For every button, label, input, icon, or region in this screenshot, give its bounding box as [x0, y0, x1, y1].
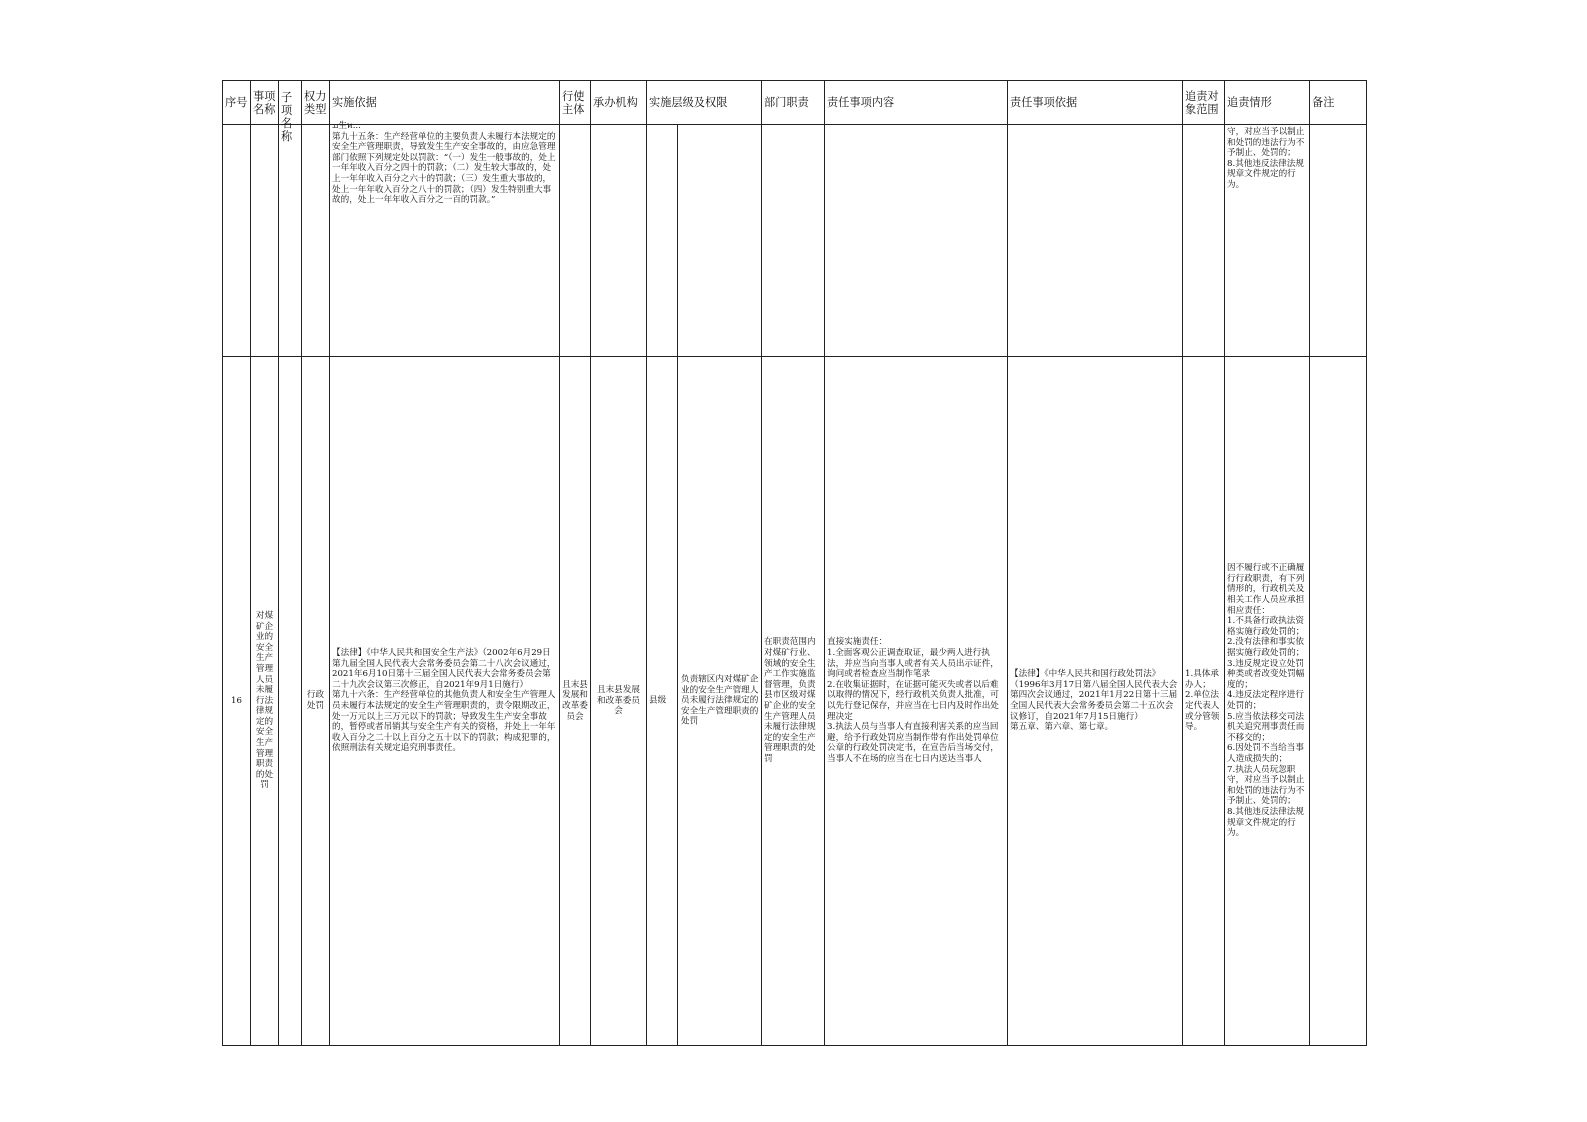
header-resp-content: 责任事项内容	[825, 81, 1008, 125]
header-row	[223, 81, 1367, 125]
basis-cut-text: ܩ生ͷ...	[332, 121, 361, 131]
header-sub-item-name: 子项名称	[279, 81, 302, 125]
header-item-name: 事项名称	[251, 81, 279, 125]
table-row	[223, 357, 1367, 1046]
header-subject: 行使主体	[560, 81, 591, 125]
scope-cell: 1.具体承办人； 2.单位法定代表人或分管领导。	[1183, 357, 1225, 1046]
header-scope: 追责对象范围	[1183, 81, 1225, 125]
circumstances-text: 守，对应当予以制止和处罚的违法行为不予制止、处罚的； 8.其他违反法律法规规章文件规定的行为。	[1225, 125, 1310, 357]
header-resp-basis: 责任事项依据	[1008, 81, 1183, 125]
level-description: 负责辖区内对煤矿企业的安全生产管理人员未履行法律规定的安全生产管理职责的处罚	[681, 674, 759, 727]
table-row	[223, 125, 1367, 357]
seq-cell: 16	[223, 357, 251, 1046]
remarks-cell	[1310, 357, 1367, 1046]
header-level: 实施层级及权限	[647, 81, 762, 125]
agency-cell: 且末县发展和改革委员会	[591, 357, 647, 1046]
subject-cell: 且末县发展和改革委员会	[560, 357, 591, 1046]
header-dept-duty: 部门职责	[762, 81, 825, 125]
header-power-type: 权力类型	[302, 81, 330, 125]
basis-cell	[330, 121, 560, 357]
resp-basis-cell: 【法律】《中华人民共和国行政处罚法》（1996年3月17日第八届全国人民代表大会第四次会议通过，2021年1月22日第十三届全国人民代表大会常务委员会第二十五次会议修订，自2021年7月15日施行） 第五章、第六章、第七章。	[1008, 357, 1183, 1046]
sub-item-cell	[279, 357, 302, 1046]
circumstances-cell: 因不履行或不正确履行行政职责，有下列情形的，行政机关及相关工作人员应承担相应责任： 1.不具备行政执法资格实施行政处罚的； 2.没有法律和事实依据实施行政处罚的； 3.违反规定设立处罚种类或者改变处罚幅度的； 4.违反法定程序进行处罚的； 5.应当依法移交司法机关追究刑事责任而不移交的； 6.因处罚不当给当事人造成损失的； 7.执法人员玩忽职守，对应当予以制止和处罚的违法行为不予制止、处罚的； 8.其他违反法律法规规章文件规定的行为。	[1225, 357, 1310, 1046]
header-circumstances: 追责情形	[1225, 81, 1310, 125]
responsibility-table	[222, 80, 1367, 1046]
header-agency: 承办机构	[591, 81, 647, 125]
header-basis: 实施依据	[330, 81, 560, 125]
header-remarks: 备注	[1310, 81, 1367, 125]
basis-cell: 【法律】《中华人民共和国安全生产法》（2002年6月29日第九届全国人民代表大会常务委员会第二十八次会议通过，2021年6月10日第十三届全国人民代表大会常务委员会第二十九次会议第三次修正，自2021年9月1日施行） 第九十六条：生产经营单位的其他负责人和安全生产管理人员未履行本法规定的安全生产管理职责的，责令限期改正，处一万元以上三万元以下的罚款；导致发生生产安全事故的，暂停或者吊销其与安全生产有关的资格，并处上一年年收入百分之二十以上百分之五十以下的罚款；构成犯罪的，依照刑法有关规定追究刑事责任。	[330, 357, 560, 1046]
level-cell	[647, 357, 762, 1046]
power-type-cell: 行政处罚	[302, 357, 330, 1046]
header-seq: 序号	[223, 81, 251, 125]
item-name-cell: 对煤矿企业的安全生产管理人员未履行法律规定的安全生产管理职责的处罚	[251, 357, 279, 1046]
resp-content-cell: 直接实施责任： 1.全面客观公正调查取证，最少两人进行执法，并应当向当事人或者有关人员出示证件，询问或者检查应当制作笔录 2.在收集证据时，在证据可能灭失或者以后难以取得的情况下，经行政机关负责人批准，可以先行登记保存，并应当在七日内及时作出处理决定 3.执法人员与当事人有直接利害关系的应当回避，给予行政处罚应当制作带有作出处罚单位公章的行政处罚决定书，在宣告后当场交付，当事人不在场的应当在七日内送达当事人	[825, 357, 1008, 1046]
basis-text: 第九十五条：生产经营单位的主要负责人未履行本法规定的安全生产管理职责，导致发生生产安全事故的，由应急管理部门依照下列规定处以罚款：“（一）发生一般事故的，处上一年年收入百分之四十的罚款；（二）发生较大事故的，处上一年年收入百分之六十的罚款；（三）发生重大事故的，处上一年年收入百分之八十的罚款；（四）发生特别重大事故的，处上一年年收入百分之一百的罚款。”	[332, 131, 556, 206]
level-value: 县级	[649, 695, 667, 706]
dept-duty-cell: 在职责范围内对煤矿行业、领域的安全生产工作实施监督管理，负责县市区级对煤矿企业的安全生产管理人员未履行法律规定的安全生产管理职责的处罚	[762, 357, 825, 1046]
